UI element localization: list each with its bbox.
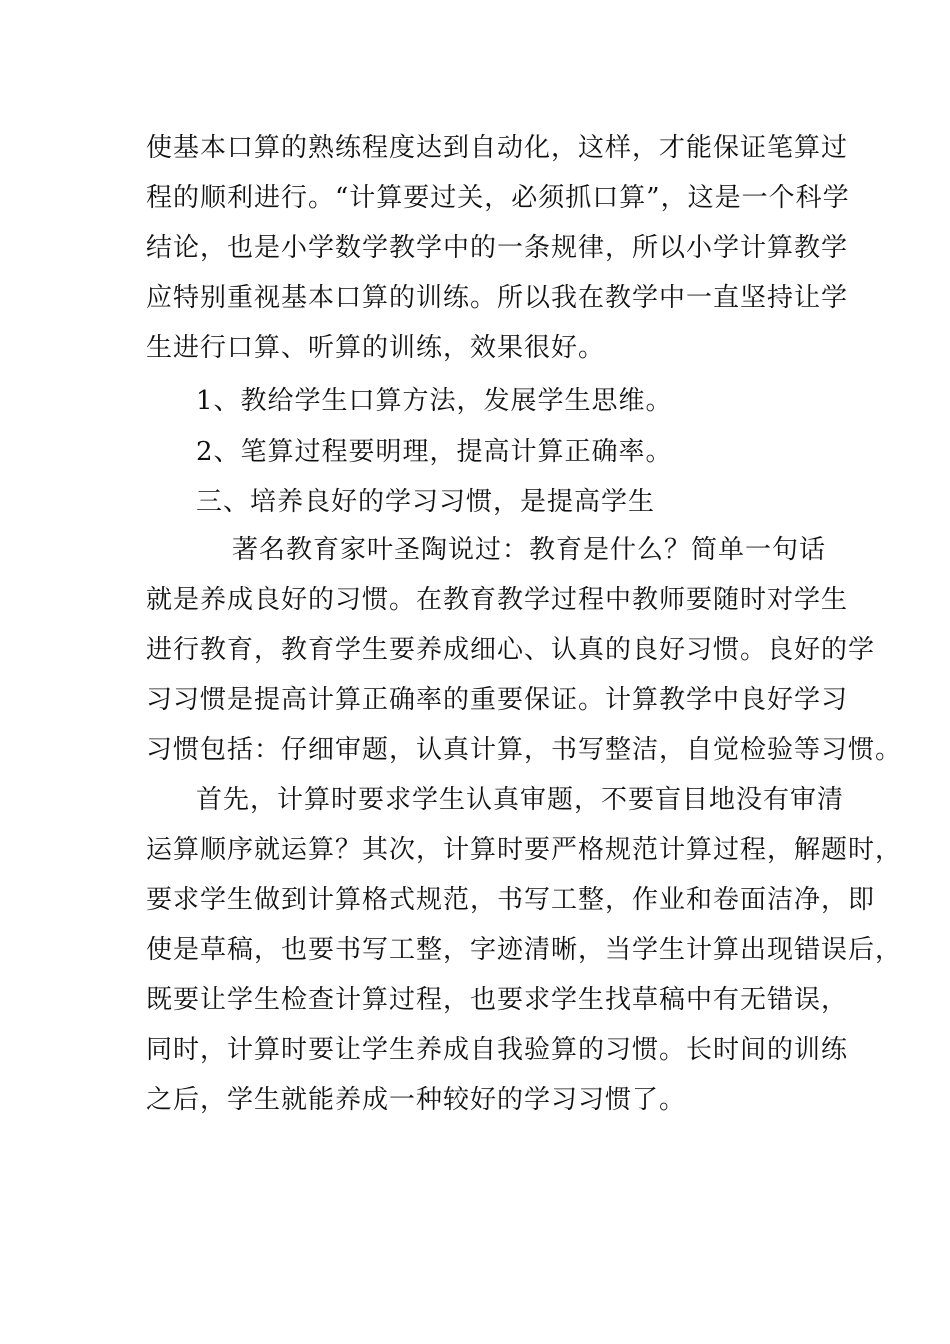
text-line: 要求学生做到计算格式规范，书写工整，作业和卷面洁净，即 xyxy=(146,885,876,915)
text-line: 进行教育，教育学生要养成细心、认真的良好习惯。良好的学 xyxy=(146,635,876,665)
text-line: 应特别重视基本口算的训练。所以我在教学中一直坚持让学 xyxy=(146,283,849,313)
list-item: 1、教给学生口算方法，发展学生思维。 xyxy=(196,386,673,416)
text-line: 就是养成良好的习惯。在教育教学过程中教师要随时对学生 xyxy=(146,585,849,615)
text-line: 首先，计算时要求学生认真审题，不要盲目地没有审清 xyxy=(196,785,845,815)
text-line: 同时，计算时要让学生养成自我验算的习惯。长时间的训练 xyxy=(146,1035,849,1065)
text-line: 结论，也是小学数学教学中的一条规律，所以小学计算教学 xyxy=(146,233,849,263)
text-line: 习惯包括：仔细审题，认真计算，书写整洁，自觉检验等习惯。 xyxy=(146,735,903,765)
text-line: 生进行口算、听算的训练，效果很好。 xyxy=(146,333,606,363)
text-line: 运算顺序就运算？其次，计算时要严格规范计算过程，解题时， xyxy=(146,835,903,865)
text-line: 程的顺利进行。“计算要过关，必须抓口算”，这是一个科学 xyxy=(146,183,850,213)
section-heading: 三、培养良好的学习习惯，是提高学生 xyxy=(196,487,656,517)
text-line: 习习惯是提高计算正确率的重要保证。计算教学中良好学习 xyxy=(146,685,849,715)
list-item: 2、笔算过程要明理，提高计算正确率。 xyxy=(196,437,673,467)
text-line: 使是草稿，也要书写工整，字迹清晰，当学生计算出现错误后， xyxy=(146,935,903,965)
text-line: 使基本口算的熟练程度达到自动化，这样，才能保证笔算过 xyxy=(146,133,849,163)
text-line: 之后，学生就能养成一种较好的学习习惯了。 xyxy=(146,1085,687,1115)
text-line: 著名教育家叶圣陶说过：教育是什么？简单一句话 xyxy=(232,535,827,565)
text-line: 既要让学生检查计算过程，也要求学生找草稿中有无错误， xyxy=(146,985,849,1015)
